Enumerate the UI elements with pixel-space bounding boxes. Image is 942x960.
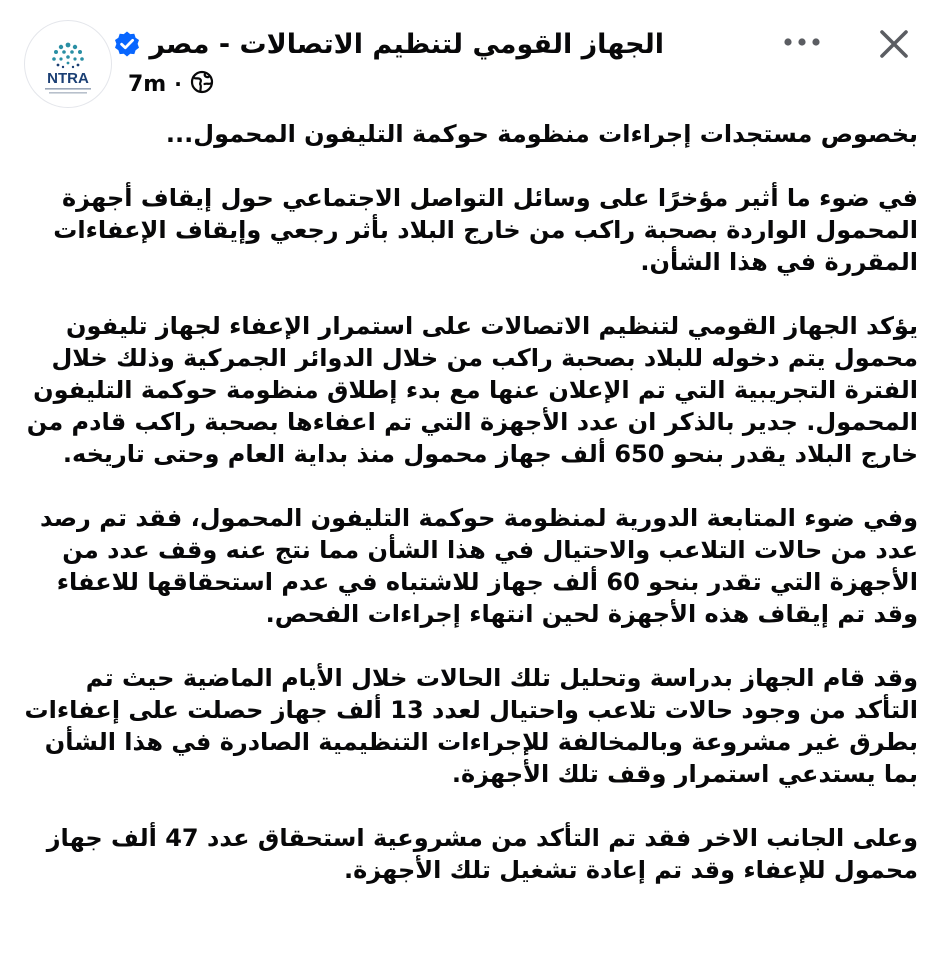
post-body bbox=[18, 118, 918, 918]
meta-separator: · bbox=[174, 72, 182, 96]
page-name[interactable]: الجهاز القومي لتنظيم الاتصالات - مصر bbox=[149, 28, 664, 60]
post-meta bbox=[128, 68, 214, 100]
avatar[interactable] bbox=[24, 20, 112, 108]
post-paragraph: في ضوء ما أثير مؤخرًا على وسائل التواصل الاجتماعي حول إيقاف أجهزة المحمول الواردة بصحبة راكب من خارج البلاد بأثر رجعي وإيقاف الإعفاءات المقررة في هذا الشأن. bbox=[53, 184, 918, 276]
close-button[interactable] bbox=[870, 20, 918, 68]
svg-text:NTRA: NTRA bbox=[47, 70, 89, 87]
post-paragraph: وقد قام الجهاز بدراسة وتحليل تلك الحالات خلال الأيام الماضية حيث تم التأكد من وجود حالات تلاعب واحتيال لعدد 13 ألف جهاز حصلت على إعفاءات بطرق غير مشروعة وبالمخالفة للإجراءات التنظيمية الصادرة في هذا الشأن بما يستدعي استمرار وقف تلك الأجهزة. bbox=[24, 664, 918, 788]
globe-icon bbox=[190, 70, 214, 98]
page-name-row bbox=[113, 22, 664, 66]
ntra-logo bbox=[25, 21, 111, 107]
verified-badge-icon bbox=[113, 30, 141, 58]
post-paragraph: وفي ضوء المتابعة الدورية لمنظومة حوكمة التليفون المحمول، فقد تم رصد عدد من حالات التلاعب والاحتيال في هذا الشأن مما نتج عنه وقف عدد من الأجهزة التي تقدر بنحو 60 ألف جهاز للاشتباه في عدم استحقاقها للاعفاء وقد تم إيقاف هذه الأجهزة لحين انتهاء إجراءات الفحص. bbox=[39, 504, 918, 628]
post-paragraph: وعلى الجانب الاخر فقد تم التأكد من مشروعية استحقاق عدد 47 ألف جهاز محمول للإعفاء وقد تم إعادة تشغيل تلك الأجهزة. bbox=[46, 824, 918, 884]
post-header bbox=[0, 0, 942, 110]
post-paragraph: يؤكد الجهاز القومي لتنظيم الاتصالات على استمرار الإعفاء لجهاز تليفون محمول يتم دخوله للبلاد بصحبة راكب من خلال الدوائر الجمركية وذلك خلال الفترة التجريبية التي تم الإعلان عنها مع بدء إطلاق منظومة حوكمة التليفون المحمول. جدير بالذكر ان عدد الأجهزة التي تم اعفاءها بصحبة راكب قادم من خارج البلاد يقدر بنحو 650 ألف جهاز محمول منذ بداية العام وحتى تاريخه. bbox=[26, 312, 918, 468]
more-options-button[interactable] bbox=[776, 22, 828, 62]
close-icon bbox=[876, 26, 912, 62]
more-dots-icon bbox=[782, 36, 822, 48]
post-paragraph: بخصوص مستجدات إجراءات منظومة حوكمة التليفون المحمول... bbox=[165, 120, 918, 148]
post-timestamp[interactable]: 7m bbox=[128, 71, 167, 97]
